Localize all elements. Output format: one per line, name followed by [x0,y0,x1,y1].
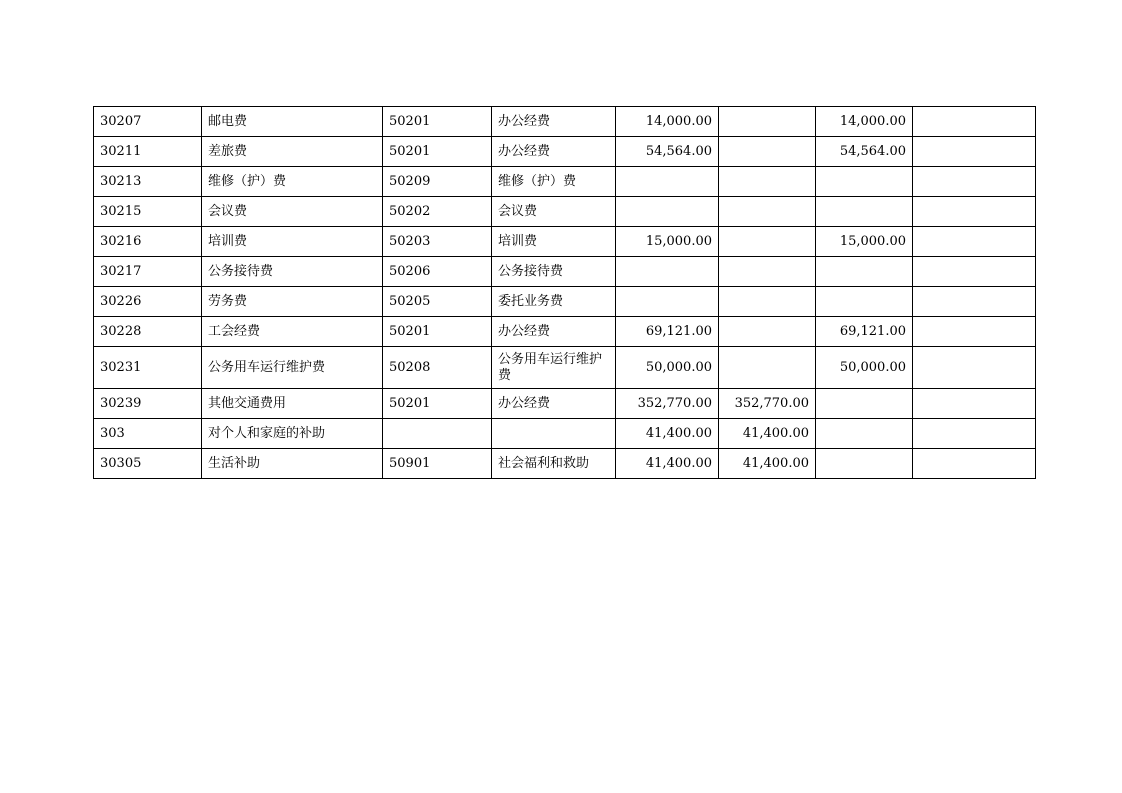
economic-name-cell: 对个人和家庭的补助 [202,419,383,449]
table-row [94,197,1036,227]
economic-code-cell: 30226 [94,287,202,317]
other-cell [913,419,1036,449]
basic-cell: 41,400.00 [719,419,816,449]
economic-code-cell: 30211 [94,137,202,167]
gov-code-cell: 50206 [383,257,492,287]
economic-name-cell: 会议费 [202,197,383,227]
other-cell [913,227,1036,257]
economic-code-cell: 30305 [94,449,202,479]
other-cell [913,449,1036,479]
budget-table [93,106,1036,479]
economic-name-cell: 其他交通费用 [202,389,383,419]
gov-code-cell: 50203 [383,227,492,257]
project-cell [816,197,913,227]
table-row [94,449,1036,479]
table-row [94,257,1036,287]
economic-name-cell: 邮电费 [202,107,383,137]
project-cell: 50,000.00 [816,347,913,389]
project-cell [816,257,913,287]
gov-code-cell: 50901 [383,449,492,479]
basic-cell [719,257,816,287]
economic-name-cell: 劳务费 [202,287,383,317]
project-cell: 14,000.00 [816,107,913,137]
project-cell [816,449,913,479]
total-cell [616,287,719,317]
project-cell: 69,121.00 [816,317,913,347]
total-cell [616,197,719,227]
economic-code-cell: 30239 [94,389,202,419]
economic-code-cell: 30215 [94,197,202,227]
gov-name-cell: 办公经费 [492,317,616,347]
economic-code-cell: 30217 [94,257,202,287]
gov-code-cell: 50201 [383,137,492,167]
economic-code-cell: 30216 [94,227,202,257]
other-cell [913,137,1036,167]
gov-name-cell [492,419,616,449]
total-cell [616,167,719,197]
project-cell [816,167,913,197]
other-cell [913,389,1036,419]
economic-code-cell: 30213 [94,167,202,197]
basic-cell [719,197,816,227]
gov-name-cell: 社会福利和救助 [492,449,616,479]
total-cell: 50,000.00 [616,347,719,389]
economic-name-cell: 生活补助 [202,449,383,479]
gov-name-cell: 维修（护）费 [492,167,616,197]
gov-code-cell: 50205 [383,287,492,317]
project-cell [816,389,913,419]
total-cell: 14,000.00 [616,107,719,137]
other-cell [913,107,1036,137]
gov-name-cell: 委托业务费 [492,287,616,317]
table-row [94,389,1036,419]
economic-code-cell: 303 [94,419,202,449]
economic-code-cell: 30231 [94,347,202,389]
basic-cell: 352,770.00 [719,389,816,419]
other-cell [913,257,1036,287]
total-cell: 69,121.00 [616,317,719,347]
gov-name-cell: 公务接待费 [492,257,616,287]
total-cell: 41,400.00 [616,419,719,449]
economic-code-cell: 30207 [94,107,202,137]
project-cell [816,287,913,317]
other-cell [913,347,1036,389]
table-row [94,347,1036,389]
gov-code-cell: 50209 [383,167,492,197]
basic-cell [719,227,816,257]
economic-name-cell: 差旅费 [202,137,383,167]
basic-cell [719,317,816,347]
basic-cell [719,287,816,317]
gov-name-cell: 培训费 [492,227,616,257]
total-cell: 352,770.00 [616,389,719,419]
table-row [94,167,1036,197]
table-row [94,287,1036,317]
table-row [94,227,1036,257]
basic-cell [719,167,816,197]
basic-cell [719,107,816,137]
basic-cell: 41,400.00 [719,449,816,479]
economic-name-cell: 培训费 [202,227,383,257]
gov-name-cell: 办公经费 [492,107,616,137]
gov-code-cell [383,419,492,449]
economic-name-cell: 公务用车运行维护费 [202,347,383,389]
economic-code-cell: 30228 [94,317,202,347]
gov-name-cell: 公务用车运行维护费 [492,347,616,389]
basic-cell [719,137,816,167]
economic-name-cell: 工会经费 [202,317,383,347]
other-cell [913,167,1036,197]
gov-name-cell: 办公经费 [492,389,616,419]
project-cell [816,419,913,449]
project-cell: 15,000.00 [816,227,913,257]
gov-code-cell: 50201 [383,389,492,419]
total-cell: 15,000.00 [616,227,719,257]
gov-code-cell: 50202 [383,197,492,227]
other-cell [913,197,1036,227]
gov-code-cell: 50201 [383,317,492,347]
other-cell [913,287,1036,317]
table-row [94,137,1036,167]
basic-cell [719,347,816,389]
project-cell: 54,564.00 [816,137,913,167]
gov-name-cell: 办公经费 [492,137,616,167]
economic-name-cell: 公务接待费 [202,257,383,287]
table-row [94,317,1036,347]
gov-code-cell: 50208 [383,347,492,389]
table-row [94,107,1036,137]
total-cell: 41,400.00 [616,449,719,479]
gov-code-cell: 50201 [383,107,492,137]
other-cell [913,317,1036,347]
total-cell: 54,564.00 [616,137,719,167]
gov-name-cell: 会议费 [492,197,616,227]
total-cell [616,257,719,287]
table-row [94,419,1036,449]
economic-name-cell: 维修（护）费 [202,167,383,197]
